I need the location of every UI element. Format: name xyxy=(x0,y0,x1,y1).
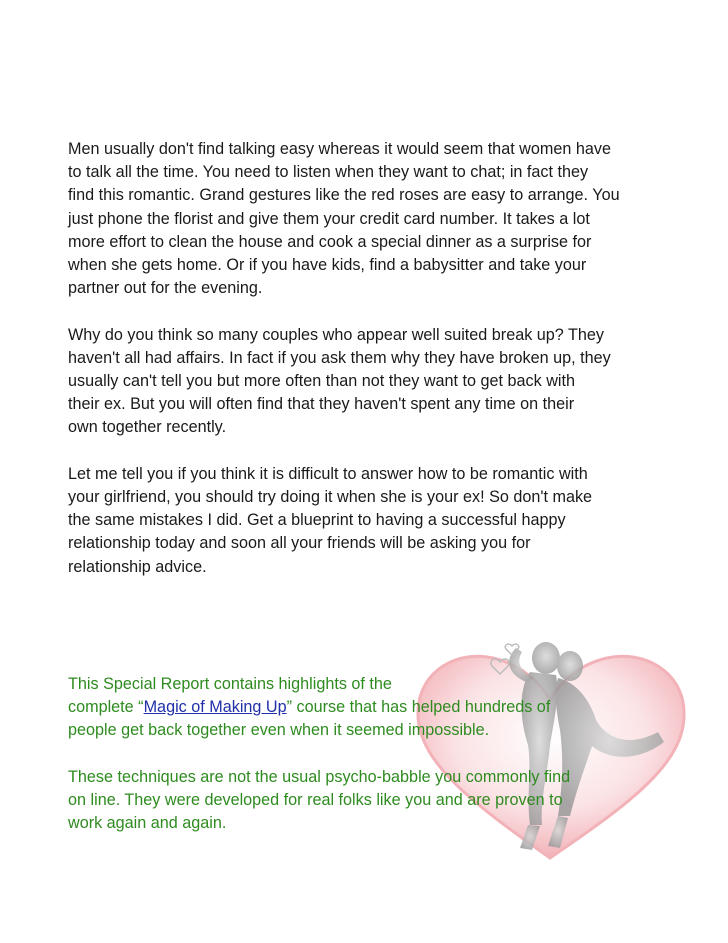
text-line: when she gets home. Or if you have kids, find a babysitter and take your xyxy=(68,256,587,275)
text-line: your girlfriend, you should try doing it when she is your ex! So don't make xyxy=(68,488,593,507)
text-line: haven't all had affairs. In fact if you ask them why they have broken up, they xyxy=(68,348,611,367)
paragraph-3 xyxy=(68,463,668,579)
text-line: their ex. But you will often find that they haven't spent any time on their xyxy=(68,395,575,414)
promo-text xyxy=(68,673,668,859)
promo-paragraph-2 xyxy=(68,766,668,836)
paragraph-2 xyxy=(68,324,668,440)
text-line: usually can't tell you but more often than not they want to get back with xyxy=(68,372,575,391)
text-line: Why do you think so many couples who appear well suited break up? They xyxy=(68,325,604,344)
paragraph-1 xyxy=(68,138,668,300)
text-line: to talk all the time. You need to listen when they want to chat; in fact they xyxy=(68,163,589,182)
text-line: just phone the florist and give them your credit card number. It takes a lot xyxy=(68,209,590,228)
promo-paragraph-1 xyxy=(68,673,668,743)
text-line-with-link xyxy=(68,696,668,719)
text-line: relationship today and soon all your friends will be asking you for xyxy=(68,534,531,553)
magic-of-making-up-link[interactable]: Magic of Making Up xyxy=(143,698,287,717)
text-line: This Special Report contains highlights of the xyxy=(68,675,392,693)
text-line: on line. They were developed for real folks like you and are proven to xyxy=(68,791,563,809)
text-segment: complete “ xyxy=(68,698,144,717)
text-line: more effort to clean the house and cook a special dinner as a surprise for xyxy=(68,232,592,251)
text-line: people get back together even when it seemed impossible. xyxy=(68,721,490,740)
text-line: relationship advice. xyxy=(68,557,207,576)
text-line: own together recently. xyxy=(68,418,227,437)
text-line: the same mistakes I did. Get a blueprint to having a successful happy xyxy=(68,511,566,530)
text-line: find this romantic. Grand gestures like the red roses are easy to arrange. You xyxy=(68,186,620,205)
text-line: partner out for the evening. xyxy=(68,279,263,298)
text-line: work again and again. xyxy=(68,814,227,833)
text-line: Let me tell you if you think it is difficult to answer how to be romantic with xyxy=(68,464,588,483)
text-segment: ” course that has helped hundreds of xyxy=(286,698,551,717)
text-line: Men usually don't find talking easy whereas it would seem that women have xyxy=(68,140,611,158)
body-text xyxy=(68,138,668,602)
text-line: These techniques are not the usual psycho-babble you commonly find xyxy=(68,767,571,786)
